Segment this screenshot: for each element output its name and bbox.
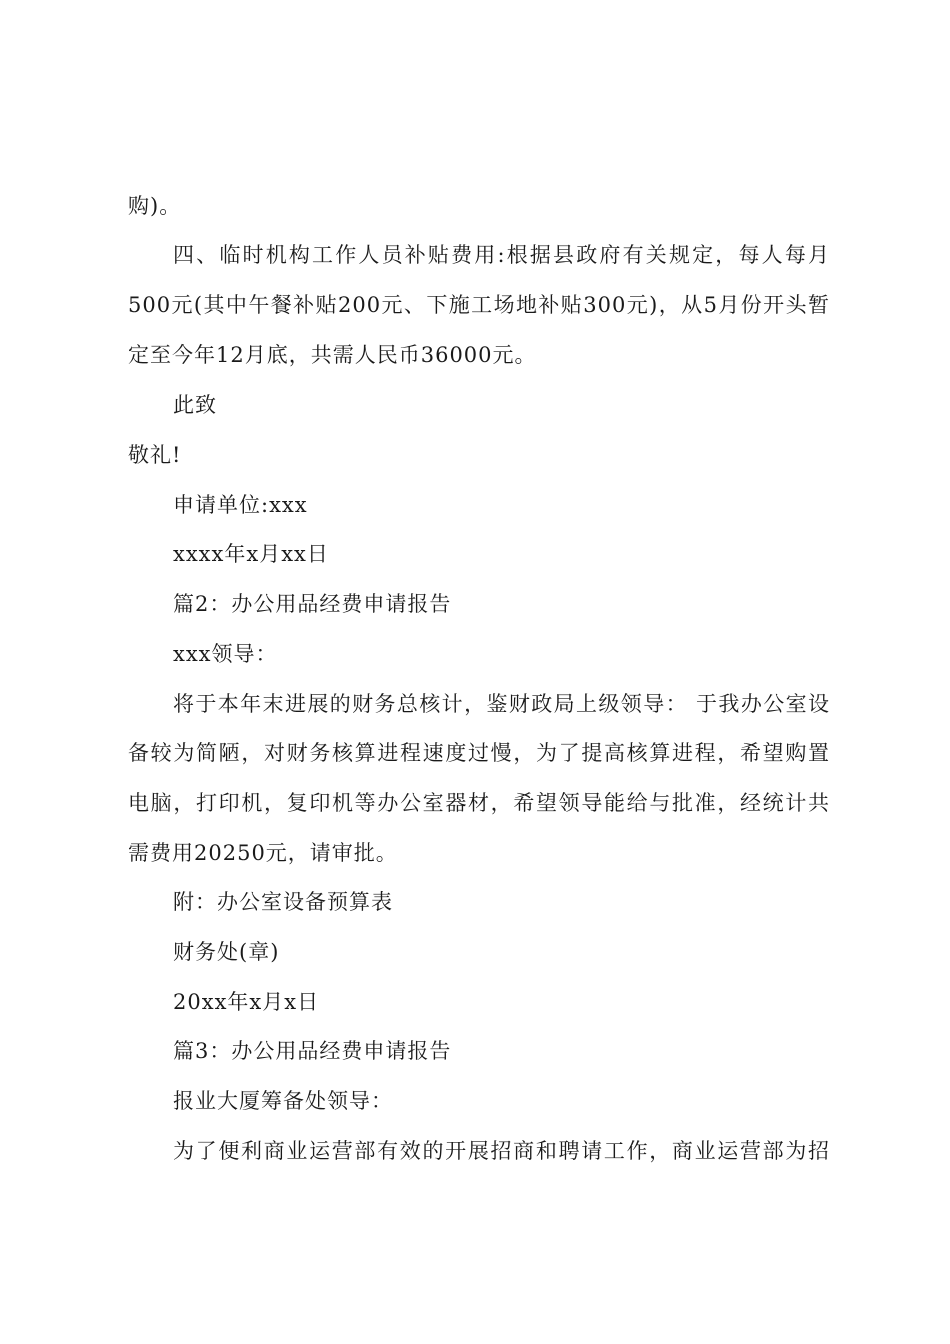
addressee: 报业大厦筹备处领导： [173,1089,393,1113]
date-line: xxxx年x月xx日 [173,542,329,566]
text-line: 购)。 [128,194,182,218]
paragraph-line: 为了便利商业运营部有效的开展招商和聘请工作，商业运营部为招 [173,1139,830,1163]
paragraph-line: 电脑，打印机，复印机等办公室器材，希望领导能给与批准，经统计共 [128,791,830,815]
paragraph-line: 备较为简陋，对财务核算进程速度过慢，为了提高核算进程，希望购置 [128,741,830,765]
closing-salutation: 敬礼! [128,443,182,467]
date-line: 20xx年x月x日 [173,990,320,1014]
paragraph-line: 需费用20250元，请审批。 [128,841,398,865]
paragraph-line: 定至今年12月底，共需人民币36000元。 [128,343,537,367]
section-heading: 篇3：办公用品经费申请报告 [173,1039,452,1063]
section-heading: 篇2：办公用品经费申请报告 [173,592,452,616]
signature-line: 财务处(章) [173,940,280,964]
paragraph-line: 四、临时机构工作人员补贴费用:根据县政府有关规定，每人每月 [173,243,830,267]
addressee: xxx领导： [173,642,278,666]
attachment-line: 附：办公室设备预算表 [173,890,393,914]
applicant-unit: 申请单位:xxx [173,493,308,517]
closing-line: 此致 [173,393,217,417]
paragraph-line: 500元(其中午餐补贴200元、下施工场地补贴300元)，从5月份开头暂 [128,293,830,317]
paragraph-line: 将于本年末进展的财务总核计，鉴财政局上级领导： 于我办公室设 [173,692,830,716]
